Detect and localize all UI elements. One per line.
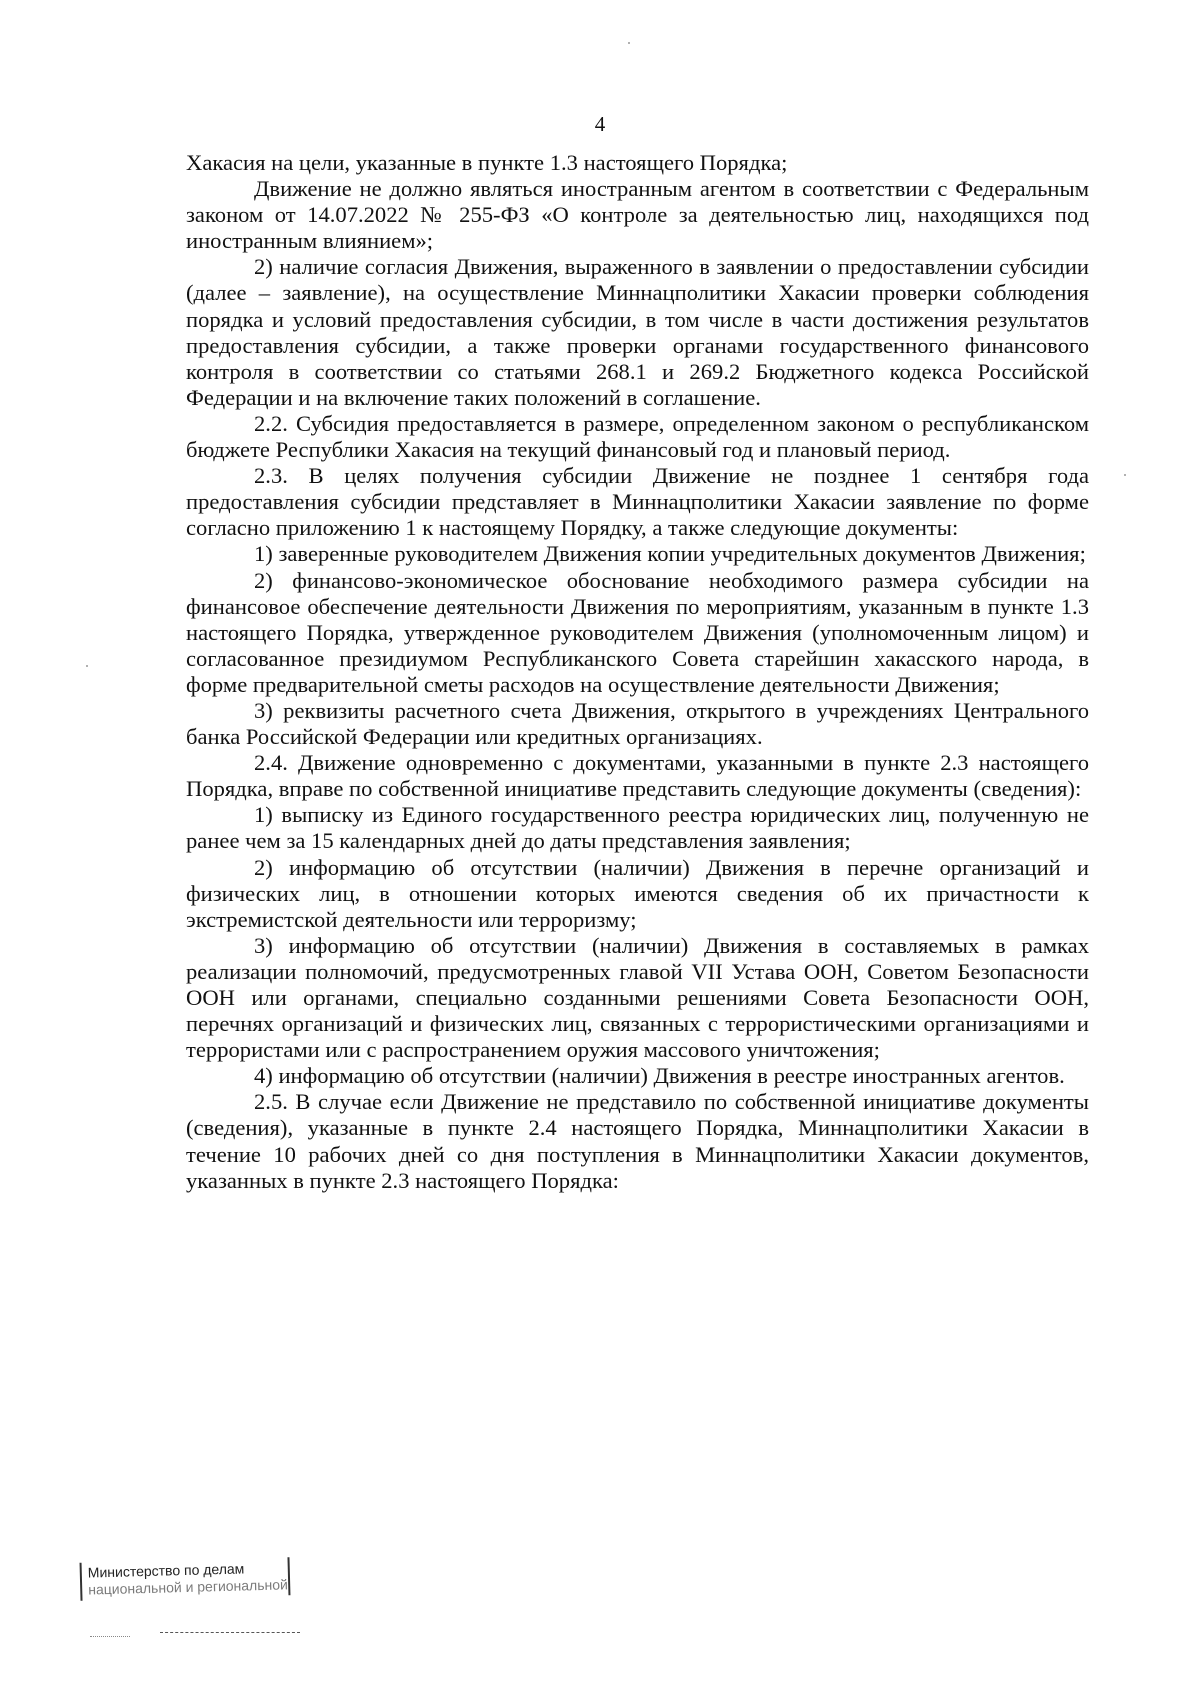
paragraph: 2.4. Движение одновременно с документами, указанными в пункте 2.3 настоящего Порядка, вправе по собственной инициативе представить следующие документы (сведения): <box>186 750 1089 802</box>
paragraph: 2) финансово-экономическое обоснование необходимого размера субсидии на финансовое обеспечение деятельности Движения по мероприятиям, указанным в пункте 1.3 настоящего Порядка, утвержденное руководителем Движения (уполномоченным лицом) и согласованное президиумом Республиканского Совета старейшин хакасского народа, в форме предварительной сметы расходов на осуществление деятельности Движения; <box>186 567 1089 697</box>
scan-speck <box>628 42 630 44</box>
scan-artifact-line <box>90 1636 130 1637</box>
paragraph: 1) выписку из Единого государственного реестра юридических лиц, полученную не ранее чем за 15 календарных дней до даты представления заявления; <box>186 802 1089 854</box>
stamp-line: национальной и региональной <box>88 1576 289 1598</box>
paragraph: Хакасия на цели, указанные в пункте 1.3 настоящего Порядка; <box>186 150 788 175</box>
paragraph: 2.2. Субсидия предоставляется в размере, определенном законом о республиканском бюджете Республики Хакасия на текущий финансовый год и плановый период. <box>186 410 1089 463</box>
scan-artifact-line <box>160 1632 300 1633</box>
scan-speck <box>86 665 88 667</box>
paragraph: 2.5. В случае если Движение не представило по собственной инициативе документы (сведения), указанные в пункте 2.4 настоящего Порядка, Миннацполитики Хакасии в течение 10 рабочих дней со дня поступления в Миннацполитики Хакасии документов, указанных в пункте 2.3 настоящего Порядка: <box>186 1089 1089 1193</box>
stamp-line: Министерство по делам <box>87 1560 245 1581</box>
paragraph: Движение не должно являться иностранным агентом в соответствии с Федеральным законом от 14.07.2022 № 255-ФЗ «О контроле за деятельностью лиц, находящихся под иностранным влиянием»; <box>186 176 1089 254</box>
paragraph: 2) информацию об отсутствии (наличии) Движения в перечне организаций и физических лиц, в отношении которых имеются сведения об их причастности к экстремистской деятельности или терроризму; <box>186 854 1089 932</box>
paragraph: 2.3. В целях получения субсидии Движение не позднее 1 сентября года предоставления субсидии представляет в Миннацполитики Хакасии заявление по форме согласно приложению 1 к настоящему Порядку, а также следующие документы: <box>186 463 1089 541</box>
document-body <box>186 150 1089 1194</box>
paragraph: 3) информацию об отсутствии (наличии) Движения в составляемых в рамках реализации полномочий, предусмотренных главой VII Устава ООН, Советом Безопасности ООН или органами, специально созданными решениями Совета Безопасности ООН, перечнях организаций и физических лиц, связанных с террористическими организациями и террористами или с распространением оружия массового уничтожения; <box>186 932 1089 1063</box>
paragraph: 4) информацию об отсутствии (наличии) Движения в реестре иностранных агентов. <box>254 1063 1065 1089</box>
page-number: 4 <box>594 112 606 136</box>
paragraph: 3) реквизиты расчетного счета Движения, открытого в учреждениях Центрального банка Российской Федерации или кредитных организациях. <box>186 697 1089 750</box>
paragraph: 1) заверенные руководителем Движения копии учредительных документов Движения; <box>254 541 1086 567</box>
scan-speck <box>1124 474 1126 476</box>
ministry-stamp <box>80 1557 291 1600</box>
paragraph: 2) наличие согласия Движения, выраженного в заявлении о предоставлении субсидии (далее – заявление), на осуществление Миннацполитики Хакасии проверки соблюдения порядка и условий предоставления субсидии, в том числе в части достижения результатов предоставления субсидии, а также проверки органами государственного финансового контроля в соответствии со статьями 268.1 и 269.2 Бюджетного кодекса Российской Федерации и на включение таких положений в соглашение. <box>186 254 1089 410</box>
